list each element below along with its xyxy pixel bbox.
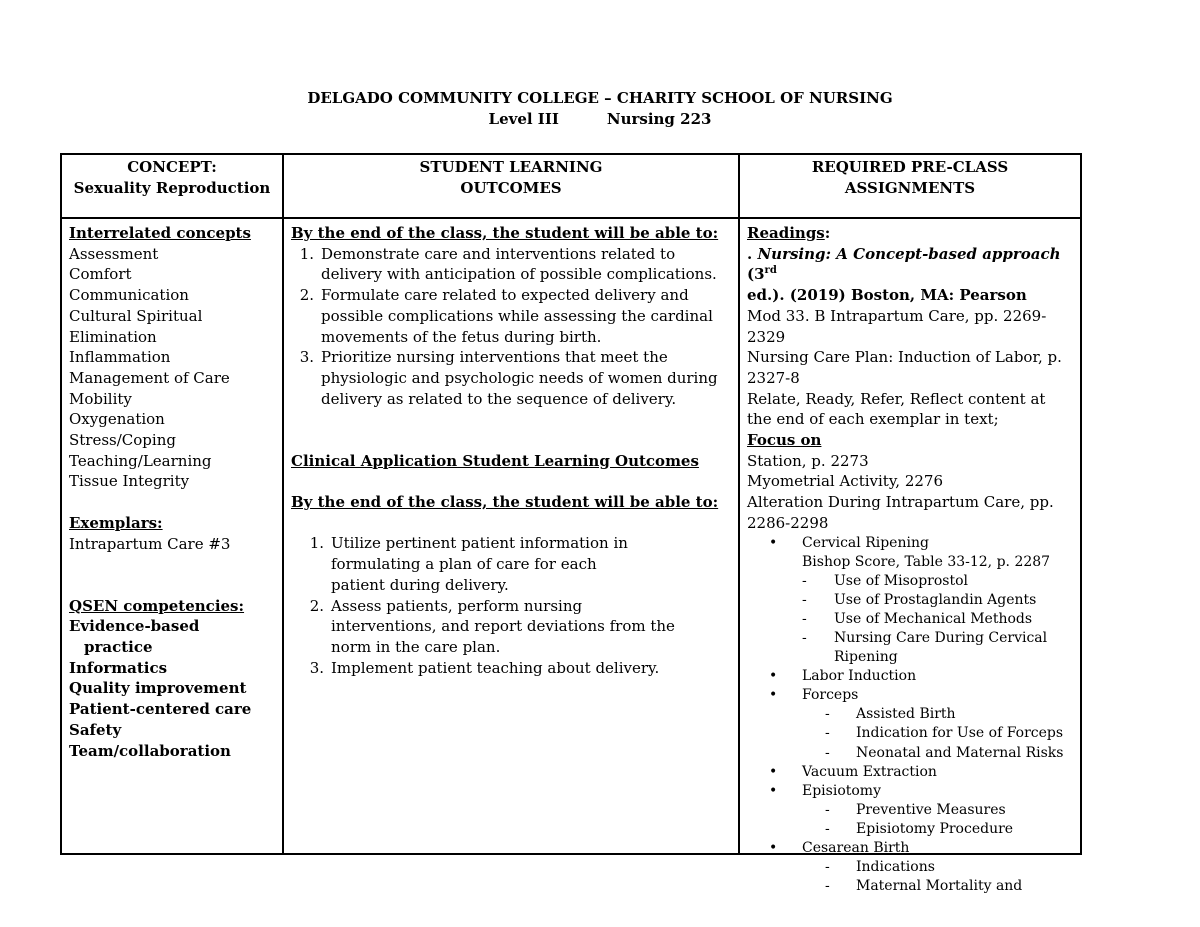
concept-item: Teaching/Learning <box>69 451 212 470</box>
clinical-intro: By the end of the class, the student will be able to: <box>291 493 719 512</box>
bullet-icon: • <box>769 687 778 704</box>
subtopic-item: - Use of Mechanical Methods <box>802 610 1033 627</box>
readings-heading: Readings: <box>747 224 831 242</box>
concept-item: Management of Care <box>69 368 230 387</box>
outcomes-cell <box>283 218 739 854</box>
subtopic-item: - Indications <box>825 859 935 876</box>
outcome-item: 1. Demonstrate care and interventions related to delivery with anticipation of possible complications. <box>299 244 717 284</box>
subtopic-item: - Assisted Birth <box>825 706 956 723</box>
focus-heading: Focus on <box>747 431 822 450</box>
outcomes-intro: By the end of the class, the student will be able to: <box>291 224 719 242</box>
college-title: DELGADO COMMUNITY COLLEGE – CHARITY SCHOOL OF NURSING <box>307 89 893 107</box>
subtopic-item: - Neonatal and Maternal Risks <box>825 744 1064 761</box>
reading-line: Relate, Ready, Refer, Reflect content at the end of each exemplar in text; <box>747 389 1046 429</box>
table-body-row <box>61 218 1081 854</box>
focus-line: Myometrial Activity, 2276 <box>747 472 944 491</box>
concept-item: Tissue Integrity <box>69 472 190 491</box>
course-label: Nursing 223 <box>606 110 712 128</box>
bullet-icon: • <box>769 534 778 551</box>
bullet-icon: • <box>769 840 778 857</box>
bullet-icon: • <box>769 782 778 799</box>
textbook-reference: . Nursing: A Concept-based approach (3rd ed.). (2019) Boston, MA: Pearson <box>747 244 1061 305</box>
reading-line: Mod 33. B Intrapartum Care, pp. 2269-2329 <box>747 306 1047 346</box>
qsen-item: Patient-centered care <box>69 700 252 719</box>
topic-item: • Vacuum Extraction <box>747 763 1074 782</box>
topic-item: • Forceps <box>747 686 1074 705</box>
concept-item: Communication <box>69 286 189 305</box>
outcome-item: 3. Prioritize nursing interventions that meet the physiologic and psychologic needs of women during delivery as related to the sequence of delivery. <box>299 348 718 408</box>
clinical-outcome-item: 3. Implement patient teaching about delivery. <box>309 658 660 677</box>
level-label: Level III <box>488 110 559 128</box>
bullet-icon: • <box>769 668 778 685</box>
qsen-item: Safety <box>69 720 122 739</box>
concept-item: Comfort <box>69 265 132 284</box>
assignments-header-line1: REQUIRED PRE-CLASS <box>811 158 1009 176</box>
table-header-row <box>61 154 1081 218</box>
topic-item: • Cesarean Birth <box>747 839 1074 858</box>
subtopic-item: - Nursing Care During Cervical <box>802 630 1048 647</box>
focus-line: Alteration During Intrapartum Care, pp. 2286-2298 <box>747 493 1054 532</box>
level-row <box>0 109 1200 130</box>
assignments-cell <box>739 218 1081 895</box>
subtopic-item: - Preventive Measures <box>825 801 1006 818</box>
clinical-outcome-item: 2. Assess patients, perform nursing interventions, and report deviations from the norm in the care plan. <box>309 596 675 656</box>
bullet-icon: • <box>769 763 778 780</box>
concept-item: Assessment <box>69 244 159 263</box>
qsen-item: Evidence-based <box>69 617 200 636</box>
reading-line: Nursing Care Plan: Induction of Labor, p. 2327-8 <box>747 348 1062 387</box>
outcome-item: 2. Formulate care related to expected delivery and possible complications while assessing the cardinal movements of the fetus during birth. <box>299 286 713 346</box>
assignments-header <box>739 154 1081 218</box>
exemplars-heading: Exemplars: <box>69 513 163 532</box>
focus-line: Station, p. 2273 <box>747 451 869 470</box>
qsen-item: practice <box>84 638 153 657</box>
subtopic-item: - Use of Misoprostol <box>802 572 969 589</box>
concept-item: Stress/Coping <box>69 431 176 450</box>
qsen-item: Informatics <box>69 658 168 677</box>
qsen-heading: QSEN competencies: <box>69 596 245 615</box>
exemplar-item: Intrapartum Care #3 <box>69 534 231 553</box>
interrelated-concepts-heading: Interrelated concepts <box>69 224 251 242</box>
course-table <box>60 153 1082 895</box>
outcomes-header <box>283 154 739 218</box>
concept-header <box>61 154 283 218</box>
concept-item: Cultural Spiritual <box>69 306 203 325</box>
outcomes-header-line2: OUTCOMES <box>460 179 562 197</box>
subtopic-item: - Use of Prostaglandin Agents <box>802 591 1037 608</box>
concept-header-line2: Sexuality Reproduction <box>73 179 271 197</box>
topic-item: • Labor Induction <box>747 667 1074 686</box>
topic-item: • Episiotomy <box>747 782 1074 801</box>
qsen-item: Quality improvement <box>69 679 247 698</box>
subtopic-item: - Indication for Use of Forceps <box>825 725 1064 742</box>
subtopic-item: - Episiotomy Procedure <box>825 820 1014 837</box>
concept-item: Inflammation <box>69 348 171 367</box>
bishop-score-line: Bishop Score, Table 33-12, p. 2287 <box>802 553 1051 570</box>
qsen-item: Team/collaboration <box>69 741 231 760</box>
topic-item: • Cervical Ripening <box>747 534 1074 553</box>
concepts-cell <box>61 218 283 854</box>
concept-header-line1: CONCEPT: <box>127 158 217 176</box>
outcomes-header-line1: STUDENT LEARNING <box>419 158 603 176</box>
clinical-heading: Clinical Application Student Learning Outcomes <box>291 451 699 470</box>
concept-item: Mobility <box>69 389 132 408</box>
subtopic-item: - Maternal Mortality and <box>825 878 1023 895</box>
concept-item: Oxygenation <box>69 410 165 429</box>
clinical-outcome-item: 1. Utilize pertinent patient information in formulating a plan of care for each patient during delivery. <box>309 534 628 594</box>
subtopic-continuation: Ripening <box>834 649 898 666</box>
document-header <box>0 88 1200 130</box>
assignments-header-line2: ASSIGNMENTS <box>844 179 976 197</box>
concept-item: Elimination <box>69 327 157 346</box>
